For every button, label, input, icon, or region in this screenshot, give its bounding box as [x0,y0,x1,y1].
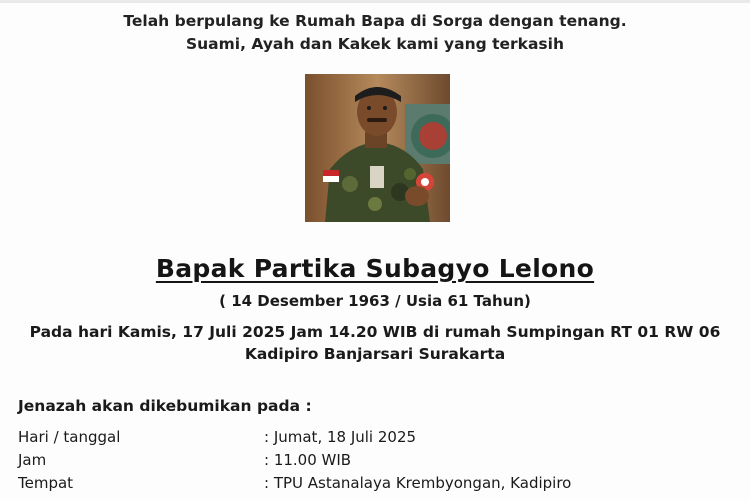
burial-label: Hari / tanggal [18,428,121,446]
burial-value: : Jumat, 18 Juli 2025 [264,428,417,446]
intro-line-2: Suami, Ayah dan Kakek kami yang terkasih [185,35,565,53]
burial-row-time [18,451,738,473]
burial-row-place [18,474,738,496]
burial-row-date [18,428,738,450]
burial-value: : 11.00 WIB [264,451,352,469]
top-divider [0,0,750,3]
death-notice-line-2: Kadipiro Banjarsari Surakarta [244,345,506,363]
birth-age-line: ( 14 Desember 1963 / Usia 61 Tahun) [219,292,531,310]
burial-value: : TPU Astanalaya Krembyongan, Kadipiro [264,474,572,492]
death-notice-line-1: Pada hari Kamis, 17 Juli 2025 Jam 14.20 WIB di rumah Sumpingan RT 01 RW 06 [29,323,721,341]
intro-line-1: Telah berpulang ke Rumah Bapa di Sorga dengan tenang. [123,12,627,30]
portrait-photo [305,74,450,222]
burial-label: Tempat [18,474,74,492]
burial-label: Jam [18,451,47,469]
deceased-name: Bapak Partika Subagyo Lelono [155,254,595,283]
burial-heading: Jenazah akan dikebumikan pada : [18,397,312,415]
